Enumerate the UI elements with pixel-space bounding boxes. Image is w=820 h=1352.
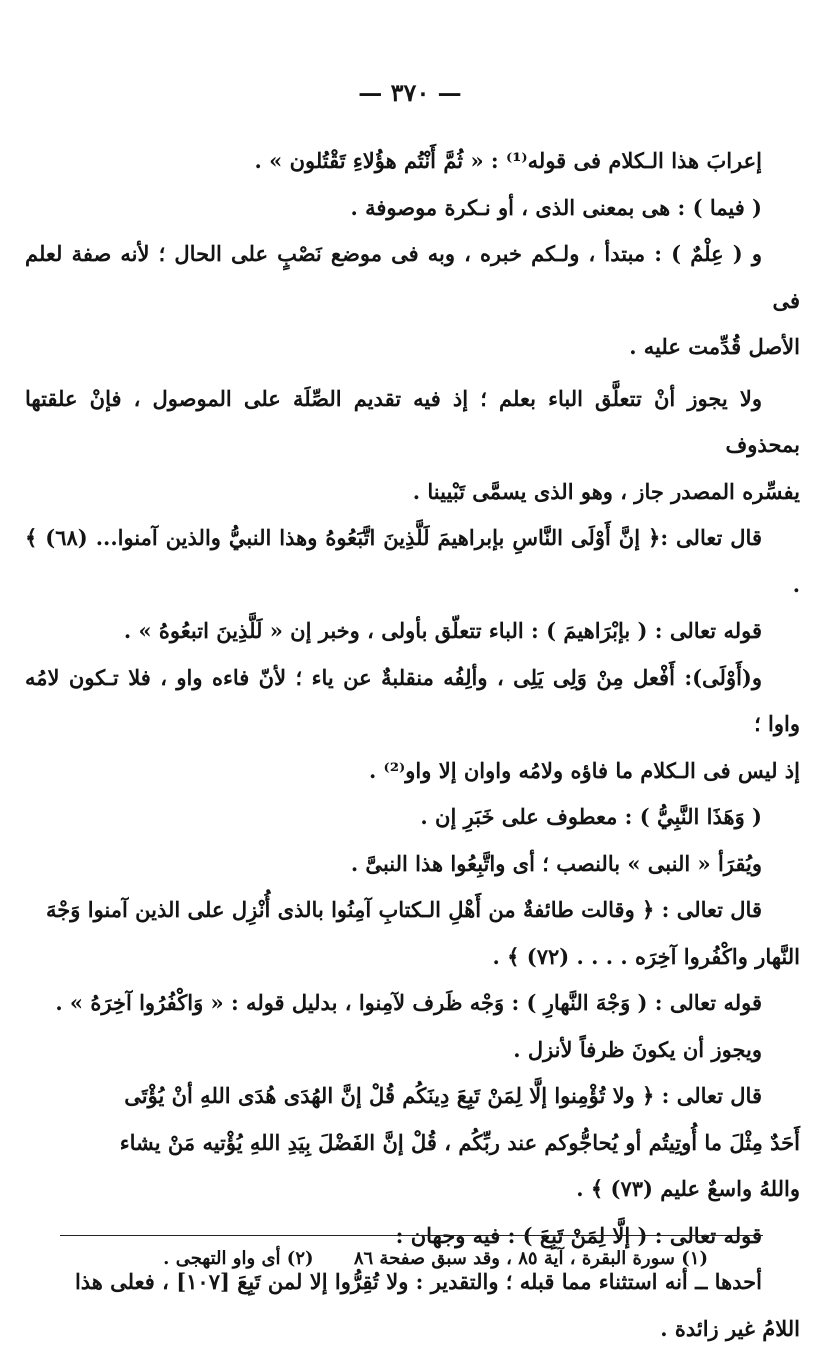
text-line: قوله تعالى : ( بإبْرَاهيمَ ) : الباء تتعلّق بأولى ، وخبر إن « لَلَّذِينَ اتبعُوهُ » . [25,608,800,655]
text-line: ( وَهَذَا النَّبِيُّ ) : معطوف على خَبَرِ إن . [25,794,800,841]
text-line: قوله تعالى : ( وَجْهَ النَّهارِ ) : وَجْه ظَرف لآمِنوا ، بدليل قوله : « وَاكْفُرُوا آخِرَهُ » . [25,980,800,1027]
text-line: قوله تعالى : ( إلَّا لِمَنْ تَبِعَ ) : فيه وجهان : [25,1213,800,1260]
text-line: إذ ليس فى الـكلام ما فاؤه ولامُه واوان إلا واو⁽²⁾ . [25,748,800,795]
text-line: يفسِّره المصدر جاز ، وهو الذى يسمَّى تَبْيينا . [25,469,800,516]
footnote-2: (٢) أى واو التهجى . [163,1248,313,1269]
text-line: النَّهار واكْفُروا آخِرَه . . . . (٧٢) ﴾ . [25,934,800,981]
text-line: ويُقرَأ « النبى » بالنصب ؛ أى واتَّبِعُوا هذا النبىَّ . [25,841,800,888]
text-line: أَحَدٌ مِثْلَ ما أُوتِيتُم أو يُحاجُّوكم عند ربِّكُم ، قُلْ إنَّ الفَضْلَ بِيَدِ اللهِ يُؤْتيه مَنْ يشاء [25,1120,800,1167]
text-line: قال تعالى : ﴿ وقالت طائفةٌ من أَهْلِ الـكتابِ آمِنُوا بالذى أُنْزِل على الذين آمنوا وَجْهَ [25,887,800,934]
footnotes [163,1248,708,1269]
text-line: قال تعالى :﴿ إنَّ أَوْلَى النَّاسِ بإبراهيمَ لَلَّذِينَ اتَّبَعُوهُ وهذا النبيُّ والذين آمنوا... (٦٨) ﴾ . [25,515,800,608]
text-line: واللهُ واسعٌ عليم (٧٣) ﴾ . [25,1166,800,1213]
text-line: اللامُ غير زائدة . [25,1306,800,1352]
text-line: و(أَوْلَى): أَفْعل مِنْ وَلِى يَلِى ، وألِفُه منقلبةٌ عن ياء ؛ لأنّ فاءه واو ، فلا تـكون لامُه واوا ؛ [25,655,800,748]
page-body [25,138,800,1352]
text-line: أحدها ــ أنه استثناء مما قبله ؛ والتقدير : ولا تُقِرُّوا إلا لمن تَبِعَ [١٠٧] ، فعلى هذا [25,1259,800,1306]
text-line: ( فيما ) : هى بمعنى الذى ، أو نـكرة موصوفة . [25,185,800,232]
text-line: و ( عِلْمٌ ) : مبتدأ ، ولـكم خبره ، وبه فى موضع نَصْبٍ على الحال ؛ لأنه صفة لعلم فى [25,231,800,324]
footnote-1: (١) سورة البقرة ، آية ٨٥ ، وقد سبق صفحة ٨٦ [354,1248,708,1269]
text-line: قال تعالى : ﴿ ولا تُؤْمِنوا إلَّا لِمَنْ تَبِعَ دِينَكُم قُلْ إنَّ الهُدَى هُدَى اللهِ أنْ يُؤْتَى [25,1073,800,1120]
text-line: ولا يجوز أنْ تتعلَّق الباء بعلم ؛ إذ فيه تقديم الصِّلَة على الموصول ، فإنْ علقتها بمحذوف [25,376,800,469]
text-line: الأصل قُدِّمت عليه . [25,324,800,371]
page-number: — ٣٧٠ — [0,78,820,107]
footnote-divider [60,1235,763,1236]
text-line: ويجوز أن يكونَ ظرفاً لأنزل . [25,1027,800,1074]
text-line: إعرابَ هذا الـكلام فى قوله⁽¹⁾ : « ثُمَّ أَنْتُم هؤُلاءِ تَقْتُلون » . [25,138,800,185]
